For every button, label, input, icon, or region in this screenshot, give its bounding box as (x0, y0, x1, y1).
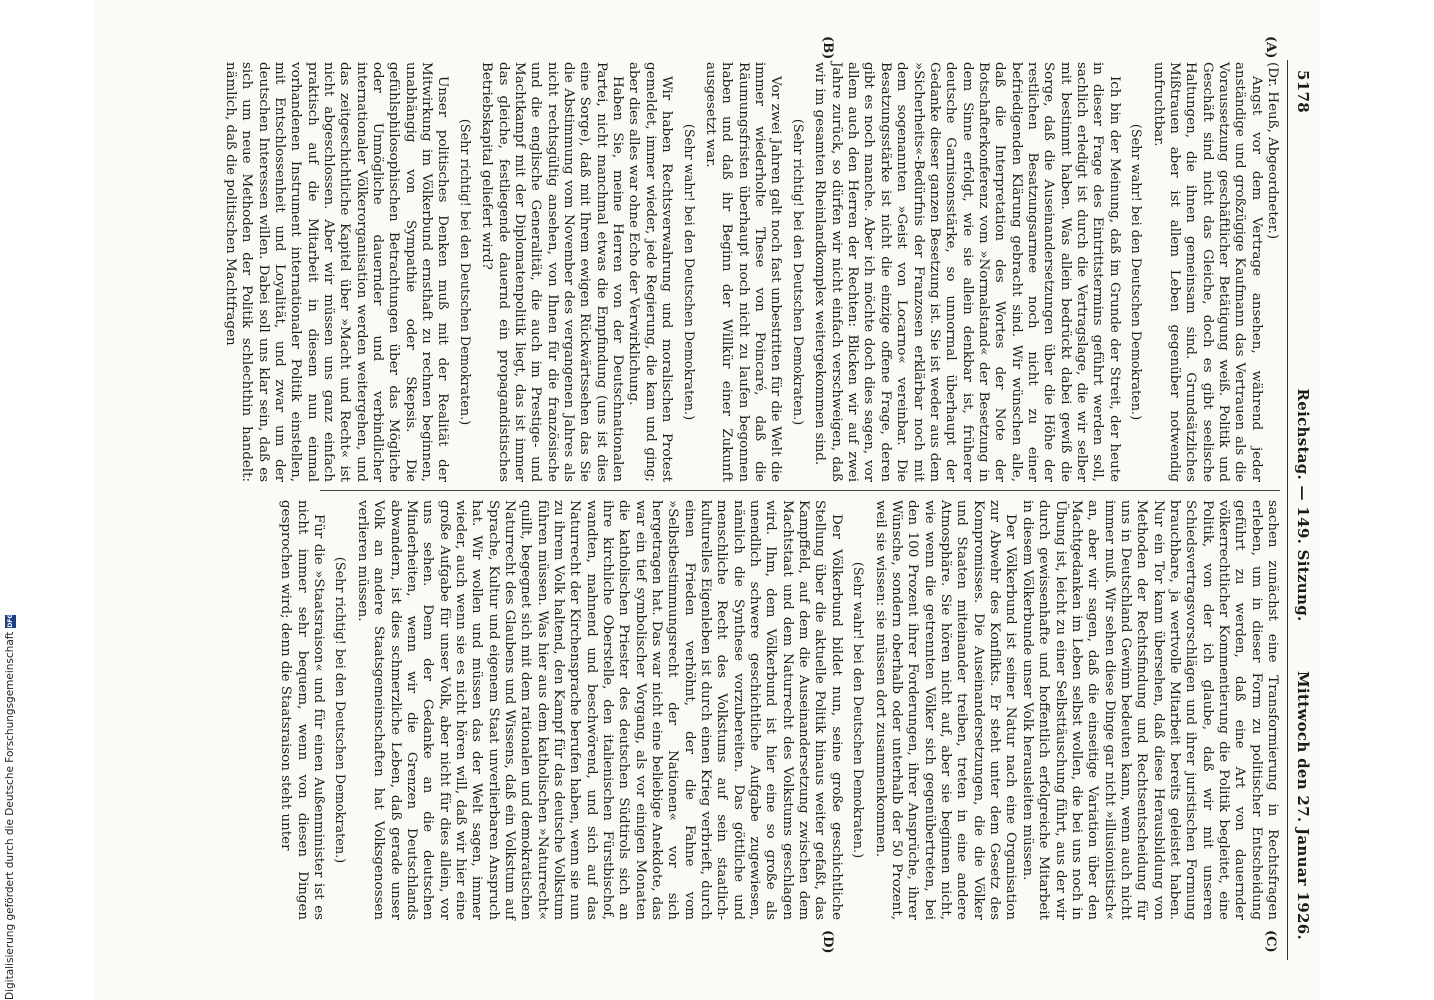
rotated-document-page (95, 0, 1320, 1000)
right-column (280, 500, 1280, 920)
margin-marker-b: (B) (820, 36, 835, 60)
funding-credit-text: Digitalisierung gefördert durch die Deutsche Forschungsgemeinschaft (4, 631, 16, 1000)
interjection: (Sehr richtig! bei den Deutschen Demokraten.) (457, 118, 473, 426)
paragraph: Der Völkerbund bildet nun, seine große geschichtliche Stellung über die aktuelle Politik hinaus weiter gefaßt, das Kampffeld, auf dem die Auseinandersetzung zwischen dem Machtstaat und dem Naturrecht des Volkstums geschlagen wird. Ihm, dem Völkerbund ist hier eine so große als unendlich schwere geschichtliche Aufgabe zugewiesen, nämlich die Synthese vorzubereiten. Das göttliche und menschliche Recht des Volkstums auf sein staatlich-kulturelles Eigenleben ist durch einen Krieg verbrieft, durch einen Frieden verhöhnt, der die Fahne vom »Selbstbestimmungsrecht der Nationen« vor sich hergetragen hat. Das war nicht eine beliebige Anekdote, das war ein tief symbolischer Vorgang, als vor einigen Monaten die katholischen Priester des deutschen Südtirols sich an ihre kirchliche Oberstelle, den italienischen Fürstbischof, wandten, mahnend und beschwörend, und sich auf das Naturrecht der Kirchensprache berufen haben, wenn sie nun zu ihrem Volk haltend, den Kampf für das deutsche Volkstum führen müssen. Was hier aus dem katholischen »Naturrecht« quillt, begegnet sich mit dem rationalen und demokratischen Naturrecht des Glaubens und Wissens, daß ein Volkstum auf Sprache, Kultur und eigenem Staat unverlierbaren Anspruch hat. Wir wollen und müssen das der Welt sagen, immer wieder, auch wenn sie es nicht hören will, daß wir hier eine große Aufgabe für unser Volk, aber nicht für dies allein, vor uns sehen. Denn der Gedanke an die deutschen Minderheiten, wenn wir die Grenzen Deutschlands abwandern, ist dies schmerzliche Leben, daß gerade unser Volk an andere Staatsgemeinschaften hat Volksgenossen verlieren müssen. (354, 500, 844, 920)
paragraph: Unser politisches Denken muß mit der Realität der Mitwirkung im Völkerbund ernsthaft zu rechnen beginnen, unabhängig von Sympathie oder Skepsis. Die gefühlsphilosophischen Betrachtungen über das Mögliche oder Unmögliche dauernder und verbindlicher internationaler Völkerorganisation werden weitergehen, und das zeitgeschichtliche Kapitel über »Macht und Recht« ist nicht abgeschlossen. Aber wir müssen uns ganz einfach praktisch auf die Mitarbeit in diesem nun einmal vorhandenen Instrument internationaler Politik einstellen, mit Entschlossenheit und Loyalität, und zwar um der deutschen Interessen willen. Dabei soll uns klar sein, daß es sich um neue Methoden der Politik schlechthin handelt: nämlich, daß die politischen Machtfragen (222, 62, 451, 482)
margin-marker-c: (C) (1263, 930, 1278, 953)
paragraph: Der Völkerbund ist seiner Natur nach eine Organisation zur Abwehr des Konflikts. Er steht unter dem Gesetz des Kompromisses. Die Auseinandersetzungen, die die Völker und Staaten miteinander treiben, treten in eine andere Atmosphäre. Sie hören nicht auf, aber sie beginnen nicht, wie wenn die getrennten Völker sich gegenübertreten, bei den 100 Prozent ihrer Forderungen, ihrer Ansprüche, ihrer Wünsche, sondern oberhalb oder unterhalb der 50 Prozent, weil sie wissen: sie müssen dort zusammenkommen. (872, 500, 1019, 920)
session-date: Mittwoch den 27. Januar 1926. (1294, 671, 1312, 940)
column-divider (320, 490, 1280, 491)
interjection: (Sehr wahr! bei den Deutschen Demokraten.) (680, 123, 696, 421)
paragraph: Angst vor dem Vertrage ansehen, während jeder anständige und großzügige Kaufmann das Vertrauen als die Voraussetzung geschäftlicher Betätigung weiß. Politik und Geschäft sind nicht das Gleiche, doch es gibt seelische Haltungen, die ihnen gemeinsam sind. Grundsätzliches Mißtrauen aber ist allem Leben gegenüber notwendig unfruchtbar. (1150, 62, 1264, 482)
margin-marker-d: (D) (820, 930, 835, 954)
margin-marker-a: (A) (1263, 36, 1278, 59)
funding-credit (4, 615, 16, 1000)
paragraph: sachen zunächst eine Transformierung in Rechtsfragen erleben, um in dieser Form zu politischer Entscheidung geführt zu werden, daß eine Art von dauernder völkerrechtlicher Kommentierung die Politik begleitet, eine Politik, von der ich glaube, daß wir mit unseren Schiedsvertragsvorschlägen und ihrer juristischen Formung brauchbare, ja wertvolle Mitarbeit bereits geleistet haben. Nur ein Tor kann übersehen, daß diese Herausbildung von Methoden der Rechtsfindung und Rechtsentscheidung für uns in Deutschland Gewinn bedeuten kann, wenn auch nicht immer muß. Wir sehen diese Dinge gar nicht »illusionistisch« an, aber wir sagen, daß die einseitige Variation über den Machtgedanken im Leben selbst wollen, die bei uns noch in Übung ist, leicht zu einer Selbsttäuschung führt, aus der wir durch gewissenhafte und hoffentlich erfolgreiche Mitarbeit in diesem Völkerbunde unser Volk herausleiten müssen. (1019, 500, 1280, 920)
running-head (1288, 70, 1312, 940)
paragraph: Vor zwei Jahren galt noch fast unbestritten für die Welt die immer wiederholte These von Poincaré, daß die Räumungsfristen überhaupt noch nicht zu laufen begonnen haben und daß ihr Beginn der Willkür einer Zukunft ausgesetzt war. (703, 62, 784, 482)
interjection: (Sehr richtig! bei den Deutschen Demokraten.) (790, 118, 806, 426)
left-column (222, 62, 1280, 482)
dfg-logo-icon: DFG (6, 613, 14, 628)
paragraph: Für die »Staatsraison« und für einen Außenminister ist es nicht immer sehr bequem, wenn von diesen Dingen gesprochen wird; denn die Staatsraison steht unter (278, 500, 326, 920)
interjection: (Sehr richtig! bei den Deutschen Demokraten.) (332, 556, 348, 864)
paragraph: Haben Sie, meine Herren von der Deutschnationalen Partei, nicht manchmal etwas die Empfindung (uns ist dies eine Sorge), daß mit Ihrem ewigen Rückwärtssehen das Sie die Abstimmung vom November des vergangenen Jahres als nicht rechtsgültig ansehen, von Ihnen für die französische und die englische Generalität, die auch im Prestige- und Machtkampf mit der Diplomatenpolitik liegt, das ist immer das gleiche, festliegende dauernd ein propagandistisches Betriebskapital geliefert wird? (479, 62, 626, 482)
page-number: 5178 (1294, 70, 1312, 113)
speaker-line: (Dr. Heuß, Abgeordneter.) (1265, 62, 1280, 240)
header-rule (1287, 60, 1288, 960)
session-title: Reichstag. — 149. Sitzung. (1294, 388, 1312, 622)
interjection: (Sehr wahr! bei den Deutschen Demokraten.) (850, 561, 866, 859)
interjection: (Sehr wahr! bei den Deutschen Demokraten.) (1128, 123, 1144, 421)
paragraph: Wir haben Rechtsverwahrung und moralischen Protest gemeldet, immer wieder, jede Regierung, die kam und ging; aber dies alles war ohne Echo der Verwirklichung. (626, 62, 675, 482)
paragraph: Ich bin der Meinung, daß im Grunde der Streit, der heute in dieser Frage des Eintrittstermins geführt werden soll, sachlich erledigt ist durch die Vertragslage, die wir selber mit bestimmt haben. Was allein bedrückt dabei gewiß die Sorge, daß die Auseinandersetzungen über die Höhe der restlichen Besatzungsarmee noch nicht zu einer befriedigenden Klärung gebracht sind. Wir wünschen alle, daß die Interpretation des Wortes der Note der Botschafterkonferenz vom »Normalstand« der Besetzung in dem Sinne erfolgt, wie sie allein denkbar ist, früherer deutsche Garnisonsstärke, so unnormal überhaupt der Gedanke dieser ganzen Besetzung ist. Sie ist weder aus dem »Sicherheits«-Bedürfnis der Franzosen erklärbar noch mit dem sogenannten »Geist von Locarno« vereinbar. Die Besatzungsstärke ist nicht die einzige offene Frage, deren gibt es noch manche. Aber ich möchte doch dies sagen, vor allem auch den Herren der Rechten: Blicken wir auf zwei Jahre zurück, so dürfen wir nicht einfach verschweigen, daß wir im gesamten Rheinlandkomplex weitergekommen sind. (812, 62, 1122, 482)
